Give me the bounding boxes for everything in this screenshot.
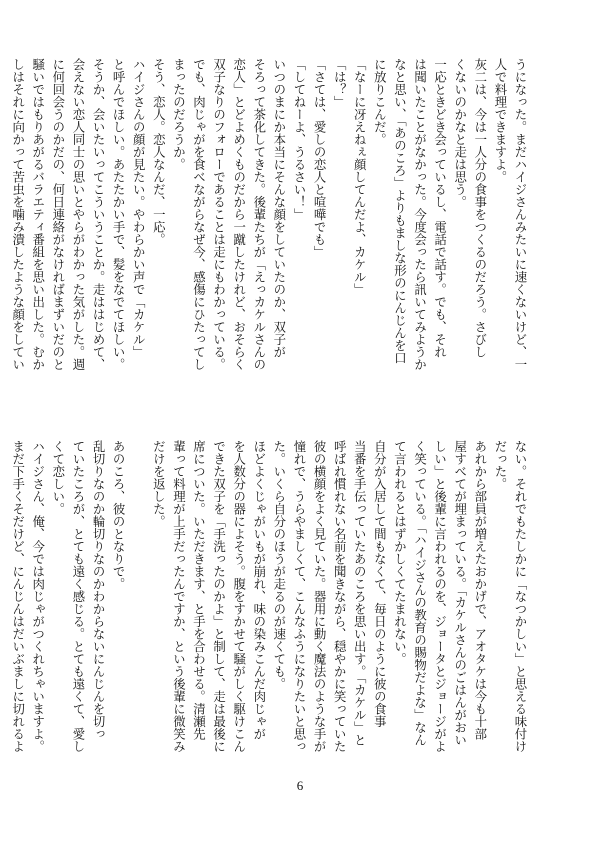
text-line: そう、恋人。恋人なんだ、一応。 (151, 58, 167, 246)
text-line: 席についた。いただきます、と手を合わせる。清瀬先 (191, 440, 207, 740)
text-line: いつのまにか本当にそんな顔をしていたのか、双子が (271, 58, 287, 358)
text-line: に放りこんだ。 (372, 58, 388, 146)
text-line: 憧れで、うらやましくて、こんなふうになりたいと思っ (291, 440, 307, 753)
text-line: 輩って料理が上手だったんですか、という後輩に微笑み (171, 440, 187, 753)
text-block-upper (8, 58, 530, 418)
text-line: 自分が入居して間もなくて、毎日のように彼の食事 (372, 440, 388, 728)
text-line: でも、肉じゃがを食べながらなぜ今、感傷にひたってし (191, 58, 207, 371)
text-line: だった。 (492, 440, 508, 490)
text-line: あのころ、彼のとなりで。 (111, 440, 127, 590)
text-line: しはそれに向かって苦虫を噛み潰したような顔をしてい (10, 58, 26, 371)
text-line: て言われるとはずかしくてたまれない。 (392, 440, 408, 665)
text-line: ていたころが、とても遠く感じる。とても遠くて、愛し (70, 440, 86, 753)
text-line: 屋すべてが埋まっている。「カケルさんのごはんがおい (452, 440, 468, 747)
text-line: くないのかなと走は思う。 (452, 58, 468, 208)
text-line: ほどよくじゃがいもが崩れ、味の染みこんだ肉じゃが (251, 440, 267, 740)
page-number: 6 (296, 778, 304, 793)
text-line: 彼の横顔をよく見ていた。器用に動く魔法のような手が (312, 440, 328, 753)
text-line: そろって茶化してきた。後輩たちが「えっカケルさんの (251, 58, 267, 371)
text-line: あれから部員が増えたおかげで、アオタケは今も十部 (472, 440, 488, 740)
text-line: は聞いたことがなかった。今度会ったら訊いてみようか (412, 58, 428, 371)
text-line: 恋人」とどよめくものだから一蹴したけれど、おそらく (231, 58, 247, 371)
text-line: しい」と後輩に言われるのを、ジョータとジョージがよ (432, 440, 448, 753)
text-line: 灰二は、今は一人分の食事をつくるのだろう。さびし (472, 58, 488, 358)
text-line: 「してねーよ、うるさい！」 (291, 58, 307, 221)
text-line: 乱切りなのか輪切りなのかわからないにんじんを切っ (91, 440, 107, 740)
text-line: 一応ときどき会っているし、電話で話す。でも、それ (432, 58, 448, 358)
text-line: ない。それでもたしかに「なつかしい」と思える味付け (513, 440, 528, 753)
text-line: 「は？」 (332, 58, 348, 108)
text-line: ハイジさんの顔が見たい。やわらかい声で「カケル」 (131, 58, 147, 358)
text-line: まだ下手くそだけど、にんじんはだいぶましに切れるよ (10, 440, 26, 753)
text-line: く笑っている。「ハイジさんの教育の賜物だよな」なん (412, 440, 428, 747)
text-line: まったのだろうか。 (171, 58, 187, 171)
text-line: た。いくら自分のほうが走るのが速くても。 (271, 440, 287, 690)
text-line: 呼ばれ慣れない名前を聞きながら、穏やかに笑っていた (332, 440, 348, 753)
text-line (128, 440, 148, 800)
text-line: なと思い、「あのころ」よりもましな形のにんじんを口 (392, 58, 408, 365)
text-line: ハイジさん、俺、今では肉じゃがつくれちゃいますよ。 (30, 440, 46, 753)
text-line: だけを返した。 (151, 440, 167, 528)
text-line: を人数分の器によそう。腹をすかせて騒がしく駆けこん (231, 440, 247, 753)
text-line: 「なーに冴えねぇ顔してんだよ、カケル」 (352, 58, 368, 296)
text-line: そうか、会いたいってこういうことか。走ははじめて、 (91, 58, 107, 371)
text-line: 双子なりのフォローであることは走にもわかっている。 (211, 58, 227, 371)
text-line: に何回会うのかだの、何日連絡がなければまずいだのと (50, 58, 66, 371)
text-line: 騒いではもりあがるバラエティ番組を思い出した。むか (30, 58, 46, 371)
text-line: 「さては、愛しの恋人と喧嘩でも」 (312, 58, 328, 258)
text-line: と呼んでほしい。あたたかい手で、髪をなでてほしい。 (111, 58, 127, 371)
text-line: 会えない恋人同士の思いとやらがわかった気がした。週 (70, 58, 86, 371)
text-block-lower (8, 440, 530, 800)
text-line: うになった。まだハイジさんみたいに速くないけど、一 (513, 58, 528, 371)
text-line: くて恋しい。 (50, 440, 66, 515)
text-line: 人で料理できますよ。 (492, 58, 508, 183)
text-line: 当番を手伝っていたあのころを思い出す。「カケル」と (352, 440, 368, 747)
text-line: できた双子を「手洗ったのかよ」と制して、走は最後に (211, 440, 227, 753)
